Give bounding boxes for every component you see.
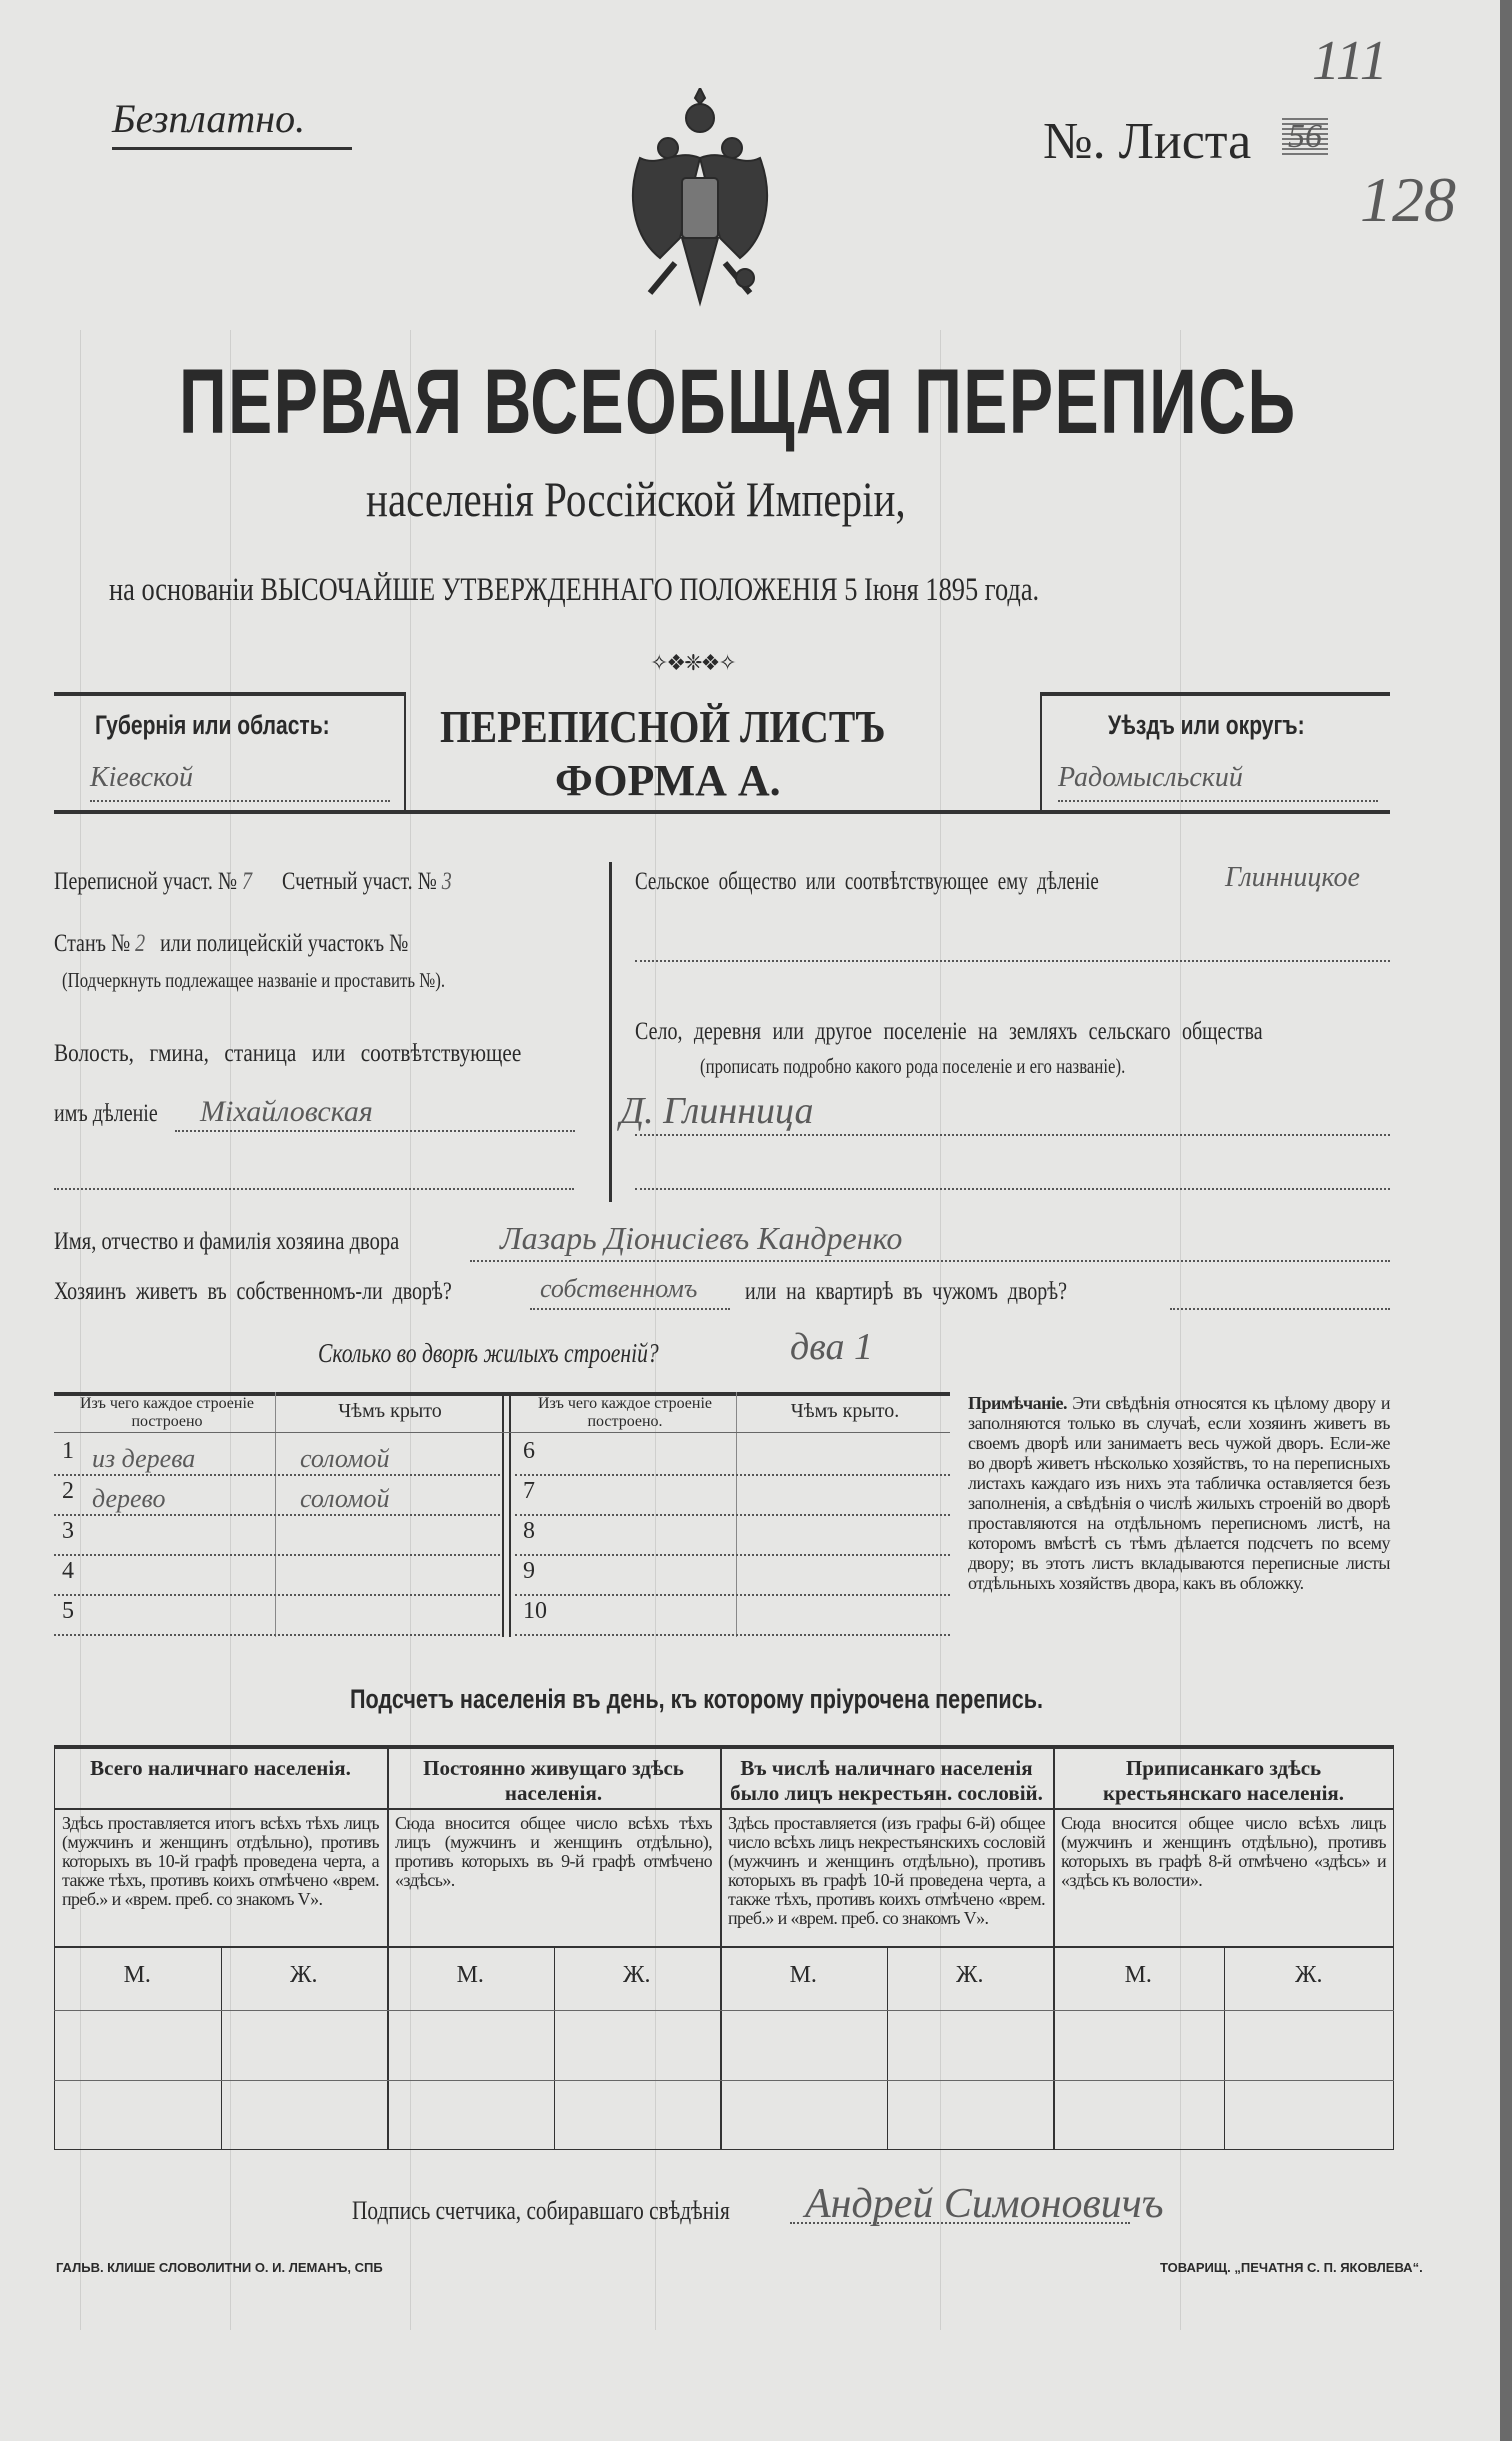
note-title: Примѣчаніе. [968,1393,1067,1413]
divider [387,2080,720,2081]
divider [54,1432,950,1433]
population-column-title: Приписанкаго здѣсь крестьянскаго населенія. [1102,1756,1345,1805]
male-label: М. [1124,1962,1152,1988]
note-text: Эти свѣдѣнія относятся къ цѣлому двору и заполняются только въ случаѣ, если хозяинъ живетъ въ своемъ дворѣ или занимаетъ весь чужой дворъ. Если-же во дворѣ живетъ нѣсколько хозяйствъ, то на переписныхъ листахъ каждаго изъ нихъ эта табличка оставляется безъ заполненія, а свѣдѣнія о числѣ жилыхъ строеній во дворѣ проставляются на отдѣльномъ переписномъ листѣ, на которомъ вмѣстѣ съ тѣмъ дѣлается подсчетъ по всему двору; въ этотъ листъ вкладываются переписные листы отдѣльныхъ хозяйствъ двора, какъ въ обложку. [968,1393,1391,1593]
document-subtitle [366,470,1024,528]
fill-line [175,1130,575,1132]
row-number: 10 [523,1598,547,1624]
stan-hint [62,968,541,993]
row-line [54,1514,500,1516]
divider [54,2080,387,2081]
buildings-value: два 1 [790,1326,873,1368]
roof-cell[interactable]: соломой [300,1444,390,1473]
rent-label [745,1278,1148,1306]
village-label-text: Село, деревня или другое поселеніе на земляхъ сельскаго общества [635,1018,1263,1045]
divider [1040,692,1042,812]
document-title-text: ПЕРВАЯ ВСЕОБЩАЯ ПЕРЕПИСЬ [179,351,1297,453]
census-section-label: Переписной участ. № [54,868,238,895]
owner-label [54,1228,475,1256]
population-column-desc: Здѣсь проставляется итогъ всѣхъ тѣхъ лицъ (мужчинъ и женщинъ отдѣльно), противъ которыхъ въ 10-й графѣ проведена черта, а также тѣхъ, противъ коихъ отмѣчено «врем. преб.» и «врем. преб. со знакомъ V». [62,1813,379,1909]
village-hint [700,1054,1232,1079]
imperial-eagle-icon [620,88,780,333]
row-number: 7 [523,1478,535,1504]
population-column-desc: Сюда вносится общее число всѣхъ тѣхъ лицъ (мужчинъ и женщинъ отдѣльно), противъ которыхъ въ 9-й графѣ отмѣчено «здѣсь». [395,1813,712,1890]
ornament-icon: ✧❖❈❖✧ [650,650,735,675]
row-line [515,1594,950,1596]
village-label [635,1018,1420,1046]
divider [54,810,1390,814]
female-label: Ж. [622,1962,651,1988]
village-hint-text: (прописать подробно какого рода поселеніе и его названіе). [700,1054,1126,1078]
row-line [54,1474,500,1476]
document-subtitle-text: населенія Россійской Имперіи, [366,471,906,527]
column-header-roof: Чѣмъ крыто [338,1400,442,1422]
document-title [179,350,1512,455]
column-header-material: Изъ чего каждое строеніе построено [79,1395,254,1430]
province-value: Кіевской [90,762,194,793]
divider [54,692,406,696]
buildings-label-text: Сколько во дворѣ жилыхъ строеній? [318,1338,659,1368]
district-label [1108,710,1360,741]
printer-right: ТОВАРИЩ. „ПЕЧАТНЯ С. П. ЯКОВЛЕВА“. [1160,2260,1423,2275]
legal-basis [109,572,1272,609]
row-number: 6 [523,1438,535,1464]
divider [1053,1808,1394,1810]
population-heading [350,1684,1216,1715]
row-line [54,1594,500,1596]
row-line [515,1634,950,1636]
fill-line [635,960,1390,962]
volost-label-text: Волость, гмина, станица или соотвѣтствующее [54,1040,522,1067]
population-column-title: Всего наличнаго населенія. [90,1756,351,1780]
stan-row [54,930,497,958]
owner-label-text: Имя, отчество и фамилія хозяина двора [54,1228,400,1255]
printer-left: ГАЛЬВ. КЛИШЕ СЛОВОЛИТНИ О. И. ЛЕМАНЪ, СПБ [56,2260,383,2275]
province-label-text: Губернія или область: [95,710,330,740]
population-heading-text: Подсчетъ населенія въ день, къ которому пріурочена перепись. [350,1684,1043,1714]
fill-line [530,1308,730,1310]
population-column-desc: Сюда вносится общее число всѣхъ лицъ (мужчинъ и женщинъ отдѣльно), противъ которыхъ въ графѣ 8-й отмѣчено «здѣсь» и «здѣсь къ волости». [1061,1813,1386,1890]
census-section-row [54,868,551,896]
material-cell[interactable]: дерево [92,1484,166,1513]
row-line [515,1514,950,1516]
district-value: Радомысльский [1058,762,1243,793]
female-label: Ж. [1294,1962,1323,1988]
column-header-roof-2: Чѣмъ крыто. [790,1400,900,1422]
society-value: Глинницкое [1225,862,1360,893]
own-yard-value: собственномъ [540,1274,698,1303]
male-label: М. [456,1962,484,1988]
rent-label-text: или на квартирѣ въ чужомъ дворѣ? [745,1278,1068,1305]
female-count-field[interactable] [223,2012,386,2078]
male-label: М. [789,1962,817,1988]
row-line [54,1554,500,1556]
divider [1040,692,1390,696]
divider [720,2010,1053,2011]
sheet-number-value: 56 [1282,118,1328,156]
fill-line [1170,1308,1390,1310]
sheet-number-label: №. Листа [1043,113,1252,170]
row-number: 1 [62,1438,74,1464]
female-label: Ж. [955,1962,984,1988]
row-line [515,1554,950,1556]
police-label: или полицейскій участокъ № [160,930,409,957]
divider [387,2010,720,2011]
archive-mark: 111 [1312,30,1388,92]
fill-line [635,1188,1390,1190]
fill-line [54,1188,574,1190]
own-yard-label [54,1278,551,1306]
form-title [440,700,958,753]
province-label [95,710,396,741]
volost-label-2-text: имъ дѣленіе [54,1100,158,1127]
owner-value: Лазарь Діонисіевъ Кандренко [500,1220,903,1256]
signature-label [352,2196,813,2226]
divider [112,147,352,150]
stan-value: 2 [135,930,146,957]
society-label [635,868,1245,896]
census-section-value: 7 [242,868,253,895]
fill-line [470,1260,1390,1262]
row-number: 8 [523,1518,535,1544]
note-block [968,1393,1390,1593]
male-count-field[interactable] [1055,2012,1222,2078]
form-title-text: ПЕРЕПИСНОЙ ЛИСТЪ [440,701,886,752]
buildings-label [318,1338,744,1369]
archive-mark: 128 [1360,164,1456,235]
divider [1053,2080,1394,2081]
row-number: 2 [62,1478,74,1504]
fill-line [90,800,390,802]
form-type: ФОРМА А. [555,756,781,805]
male-count-field[interactable] [722,2012,885,2078]
fill-line [1058,800,1378,802]
stan-hint-text: (Подчеркнуть подлежащее названіе и проставить №). [62,968,446,992]
divider [404,692,406,812]
volost-label [54,1040,604,1068]
fill-line [635,1134,1390,1136]
free-label: Безплатно. [112,96,306,141]
legal-basis-text: на основаніи ВЫСОЧАЙШЕ УТВЕРЖДЕННАГО ПОЛОЖЕНІЯ 5 Іюня 1895 года. [109,572,1040,608]
count-section-value: 3 [441,868,452,895]
male-count-field[interactable] [389,2012,552,2078]
row-line [515,1474,950,1476]
row-number: 4 [62,1558,74,1584]
divider [1053,2010,1394,2011]
row-line [54,1634,500,1636]
female-count-field[interactable] [1226,2012,1393,2078]
roof-cell[interactable]: соломой [300,1484,390,1513]
volost-value: Міхайловская [200,1095,373,1128]
female-count-field[interactable] [556,2012,719,2078]
village-value: Д. Глинница [620,1090,814,1132]
divider [54,1808,387,1810]
male-label: М. [123,1962,151,1988]
divider [609,862,612,1202]
population-column-title: Въ числѣ наличнаго населенія было лицъ некрестьян. сословій. [730,1756,1043,1805]
divider [720,1808,1053,1810]
district-label-text: Уѣздъ или округъ: [1108,710,1305,740]
society-label-text: Сельское общество или соотвѣтствующее ему дѣленіе [635,868,1099,895]
row-number: 9 [523,1558,535,1584]
divider [387,1808,720,1810]
female-label: Ж. [289,1962,318,1988]
column-header-material-2: Изъ чего каждое строеніе построено. [537,1395,712,1430]
divider [509,1392,511,1637]
signature-value: Андрей Симоновичъ [805,2181,1164,2227]
population-column-title: Постоянно живущаго здѣсь населенія. [423,1756,684,1805]
count-section-label: Счетный участ. № [282,868,437,895]
volost-label-2 [54,1100,184,1128]
row-number: 5 [62,1598,74,1624]
male-count-field[interactable] [56,2012,219,2078]
row-number: 3 [62,1518,74,1544]
divider [54,2010,387,2011]
own-yard-label-text: Хозяинъ живетъ въ собственномъ-ли дворѣ? [54,1278,452,1305]
signature-label-text: Подпись счетчика, собиравшаго свѣдѣнія [352,2196,730,2225]
stan-label: Станъ № [54,930,131,957]
material-cell[interactable]: из дерева [92,1444,196,1473]
female-count-field[interactable] [889,2012,1052,2078]
divider [502,1392,504,1637]
population-column-desc: Здѣсь проставляется (изъ графы 6-й) общее число всѣхъ лицъ некрестьянскихъ сословій (мужчинъ и женщинъ отдѣльно), противъ которыхъ въ графѣ 10-й проведена черта, а также тѣхъ, противъ коихъ отмѣчено «врем. преб.» и «врем. преб. со знакомъ V». [728,1813,1045,1928]
divider [720,2080,1053,2081]
